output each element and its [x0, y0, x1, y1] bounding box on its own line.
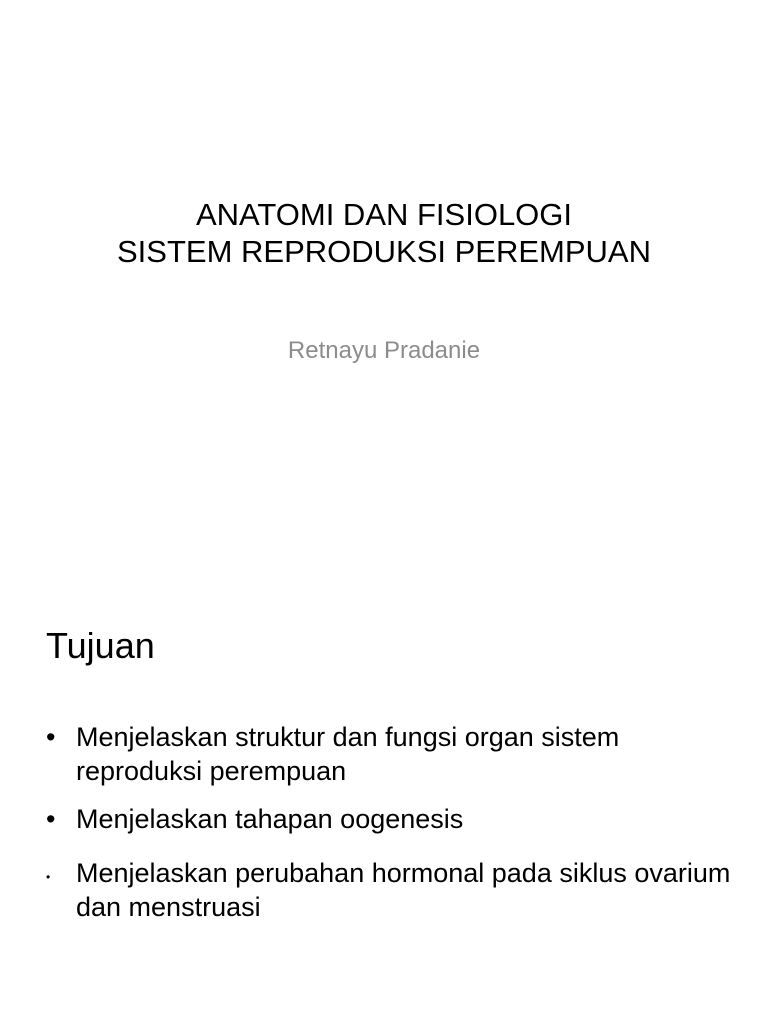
list-item-text: Menjelaskan tahapan oogenesis: [76, 804, 464, 834]
bullet-icon: •: [46, 870, 51, 884]
title-line-1: ANATOMI DAN FISIOLOGI: [195, 197, 573, 232]
list-item-text: Menjelaskan perubahan hormonal pada siklus ovarium dan menstruasi: [76, 858, 731, 922]
slide-title: [0, 196, 768, 270]
objectives-slide: [0, 512, 768, 1024]
author-subtitle: Retnayu Pradanie: [287, 337, 481, 364]
objectives-list: [46, 720, 736, 924]
bullet-icon: •: [46, 722, 56, 752]
title-line-2: SISTEM REPRODUKSI PEREMPUAN: [117, 234, 651, 269]
list-item: [46, 856, 736, 924]
section-heading: Tujuan: [46, 625, 155, 666]
list-item-text: Menjelaskan struktur dan fungsi organ sistem reproduksi perempuan: [76, 722, 620, 786]
list-item: [46, 720, 736, 788]
list-item: [46, 802, 736, 836]
bullet-icon: •: [46, 804, 56, 834]
